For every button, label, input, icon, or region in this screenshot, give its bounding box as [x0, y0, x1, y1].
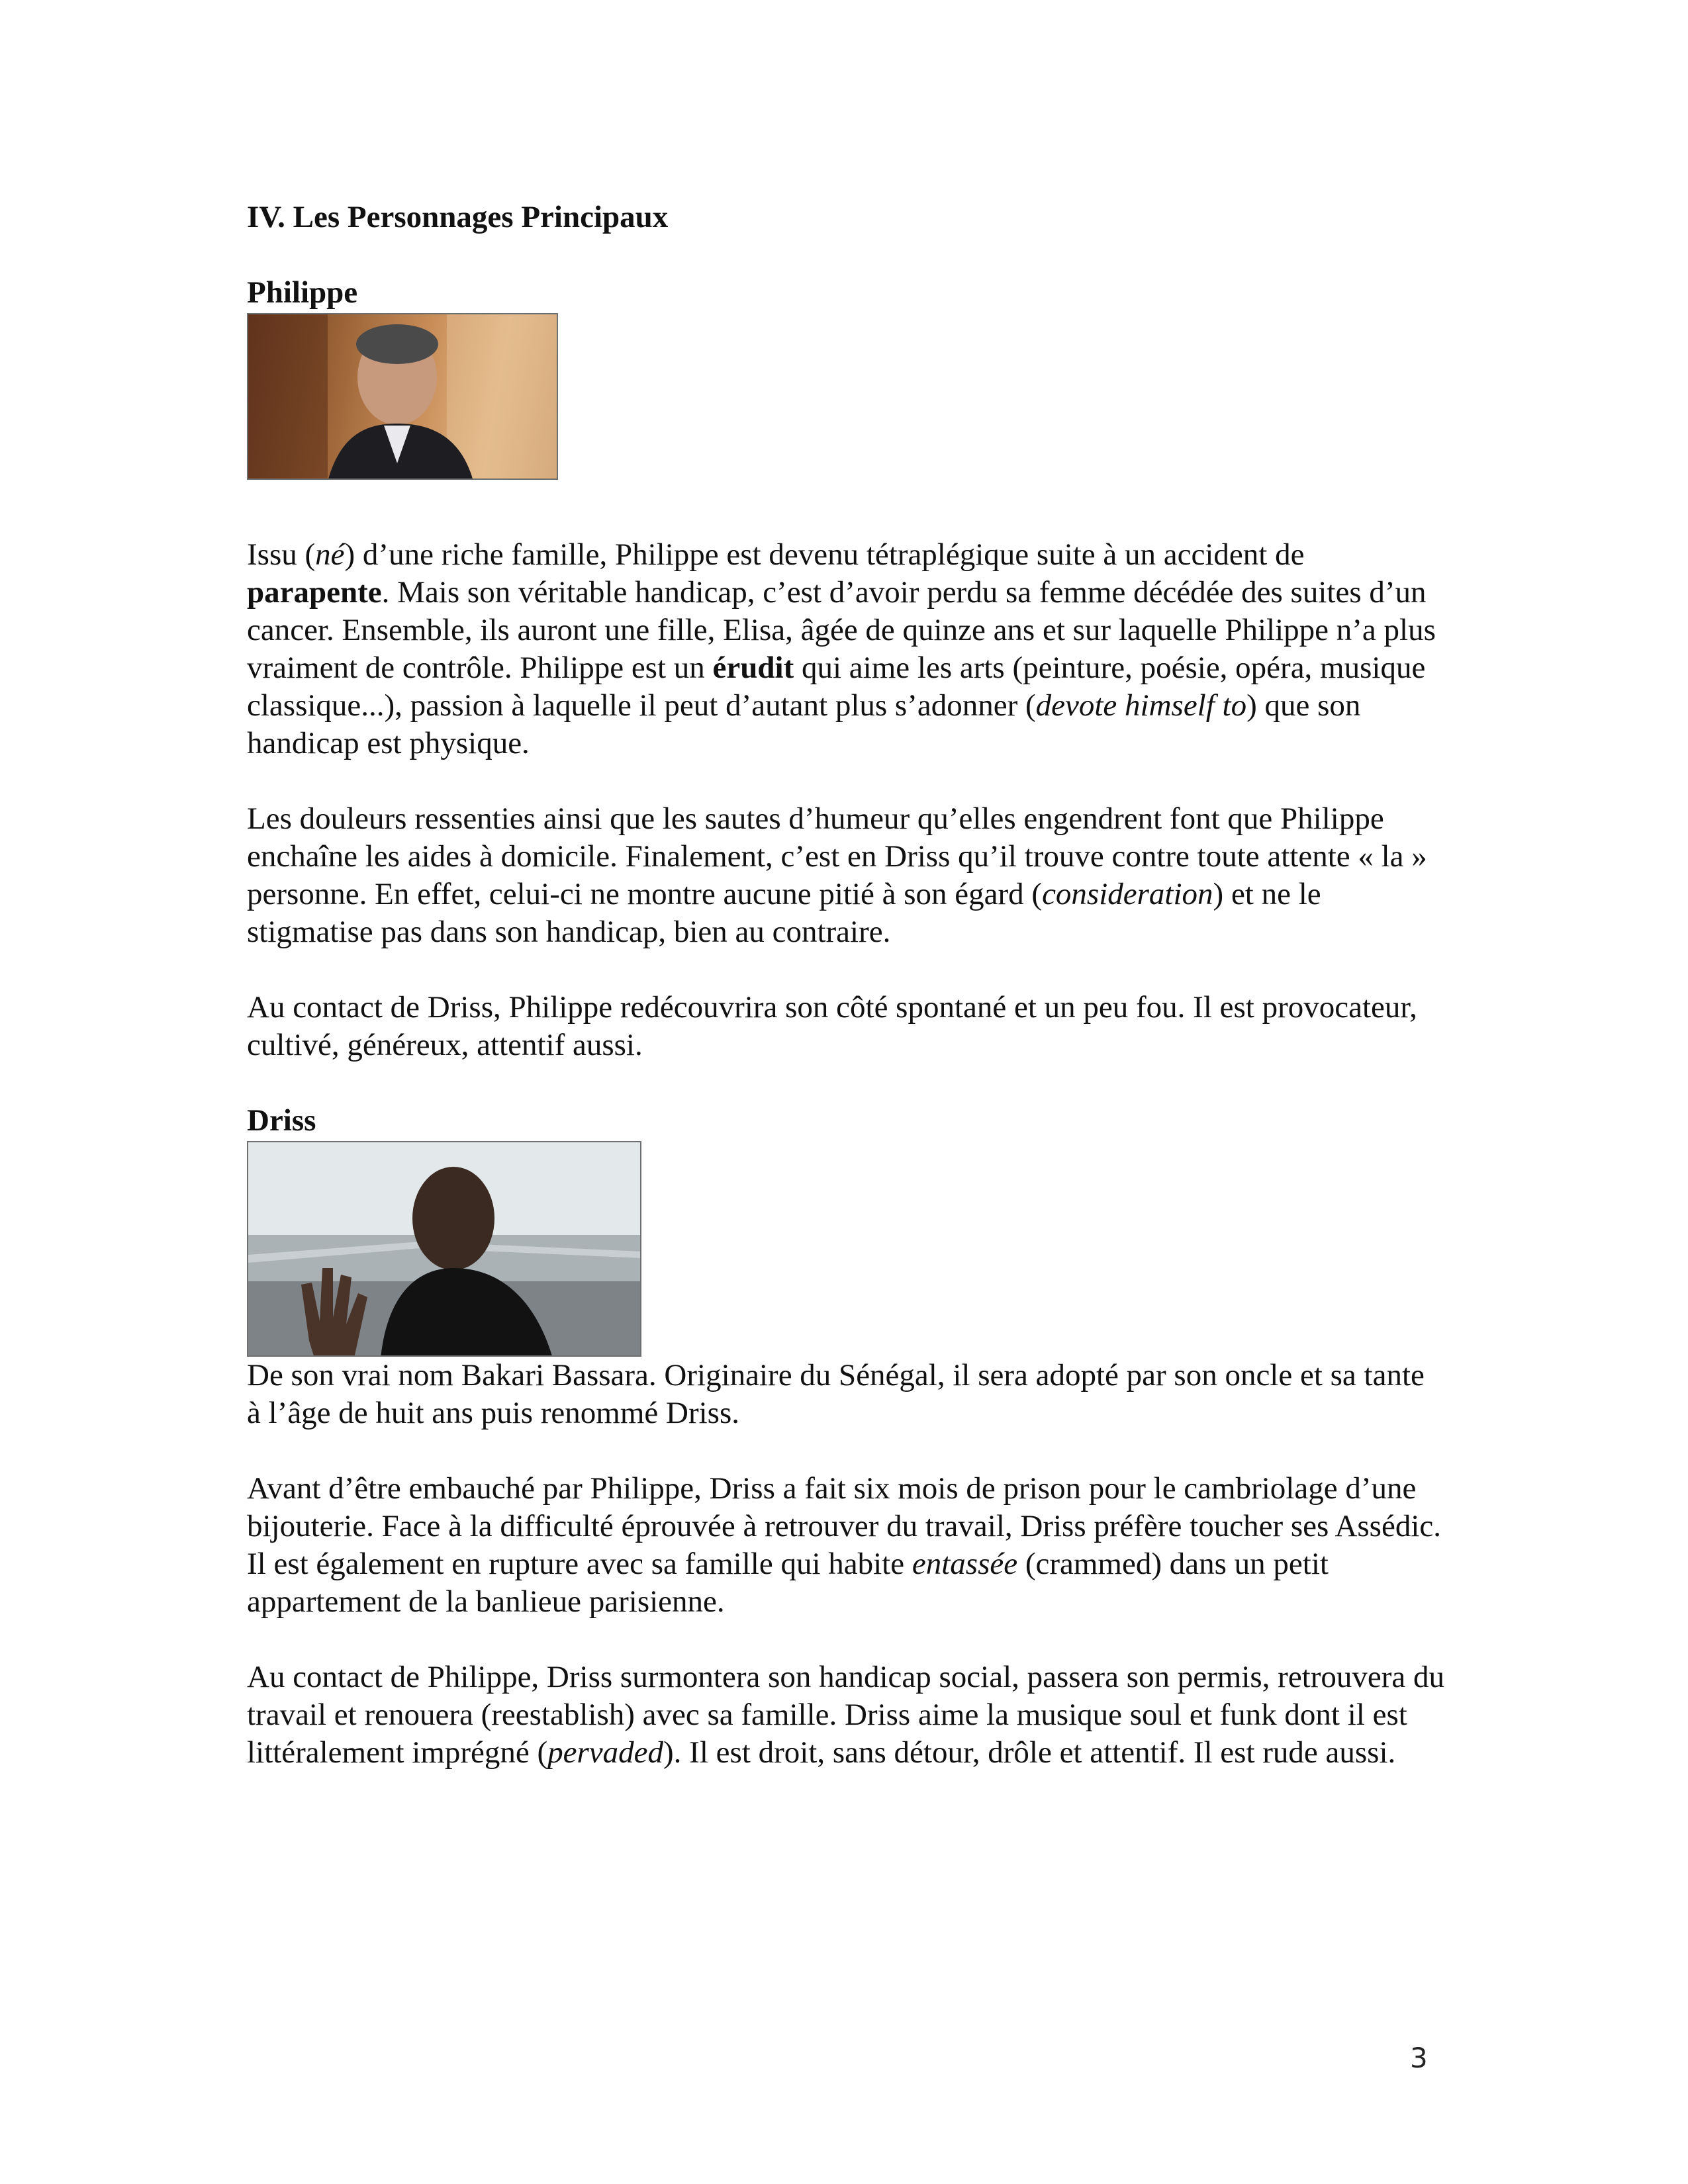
- text-run: ) que son handicap est physique.: [247, 688, 1361, 760]
- philippe-paragraph-1: [247, 536, 1445, 762]
- page-content: [247, 199, 1445, 1809]
- text-run: (crammed) dans un petit appartement de la banlieue parisienne.: [247, 1547, 1329, 1619]
- text-run-bold: érudit: [712, 651, 794, 685]
- photo-driss: [247, 1141, 641, 1357]
- text-run: Avant d’être embauché par Philippe, Driss a fait six mois de prison pour le cambriolage d’une bijouterie. Face à la difficulté éprouvée à retrouver du travail, Driss préfère toucher ses Assédic. Il est également en rupture avec sa famille qui habite: [247, 1471, 1441, 1581]
- driss-paragraph-3: [247, 1659, 1445, 1772]
- text-run-bold: parapente: [247, 575, 382, 610]
- text-run: ) d’une riche famille, Philippe est devenu tétraplégique suite à un accident de: [344, 537, 1305, 572]
- section-title: IV. Les Personnages Principaux: [247, 200, 669, 234]
- photo-philippe-illustration: [248, 314, 558, 480]
- text-run: Les douleurs ressenties ainsi que les sautes d’humeur qu’elles engendrent font que Philippe enchaîne les aides à domicile. Finalement, c’est en Driss qu’il trouve contre toute attente « la » personne. En effet, celui-ci ne montre aucune pitié à son égard (: [247, 801, 1427, 911]
- text-run: ) et ne le stigmatise pas dans son handicap, bien au contraire.: [247, 877, 1321, 949]
- character-name-driss: Driss: [247, 1103, 316, 1138]
- driss-paragraph-2: [247, 1470, 1445, 1621]
- text-run: Issu (: [247, 537, 316, 572]
- text-run-italic: pervaded: [547, 1735, 664, 1770]
- page-number: 3: [1410, 2042, 1428, 2074]
- text-run-italic: entassée: [912, 1547, 1018, 1581]
- photo-philippe: [247, 313, 558, 480]
- text-run: . Mais son véritable handicap, c’est d’avoir perdu sa femme décédée des suites d’un cancer. Ensemble, ils auront une fille, Elisa, âgée de quinze ans et sur laquelle Philippe n’a plus vraiment de contrôle. Philippe est un: [247, 575, 1436, 685]
- text-run: Au contact de Philippe, Driss surmontera son handicap social, passera son permis, retrouvera du travail et renouera (reestablish) avec sa famille. Driss aime la musique soul et funk dont il est littéralement imprégné (: [247, 1660, 1445, 1770]
- driss-paragraph-1: De son vrai nom Bakari Bassara. Originaire du Sénégal, il sera adopté par son oncle et sa tante à l’âge de huit ans puis renommé Driss.: [247, 1358, 1425, 1430]
- philippe-paragraph-2: [247, 800, 1445, 951]
- text-run-italic: devote himself to: [1035, 688, 1247, 723]
- text-run: ). Il est droit, sans détour, drôle et attentif. Il est rude aussi.: [663, 1735, 1396, 1770]
- character-name-philippe: Philippe: [247, 275, 358, 310]
- text-run-italic: né: [315, 537, 345, 572]
- text-run: qui aime les arts (peinture, poésie, opéra, musique classique...), passion à laquelle il peut d’autant plus s’adonner (: [247, 651, 1426, 723]
- photo-driss-illustration: [248, 1142, 641, 1357]
- text-run-italic: consideration: [1042, 877, 1213, 911]
- philippe-paragraph-3: Au contact de Driss, Philippe redécouvrira son côté spontané et un peu fou. Il est provocateur, cultivé, généreux, attentif aussi.: [247, 990, 1417, 1062]
